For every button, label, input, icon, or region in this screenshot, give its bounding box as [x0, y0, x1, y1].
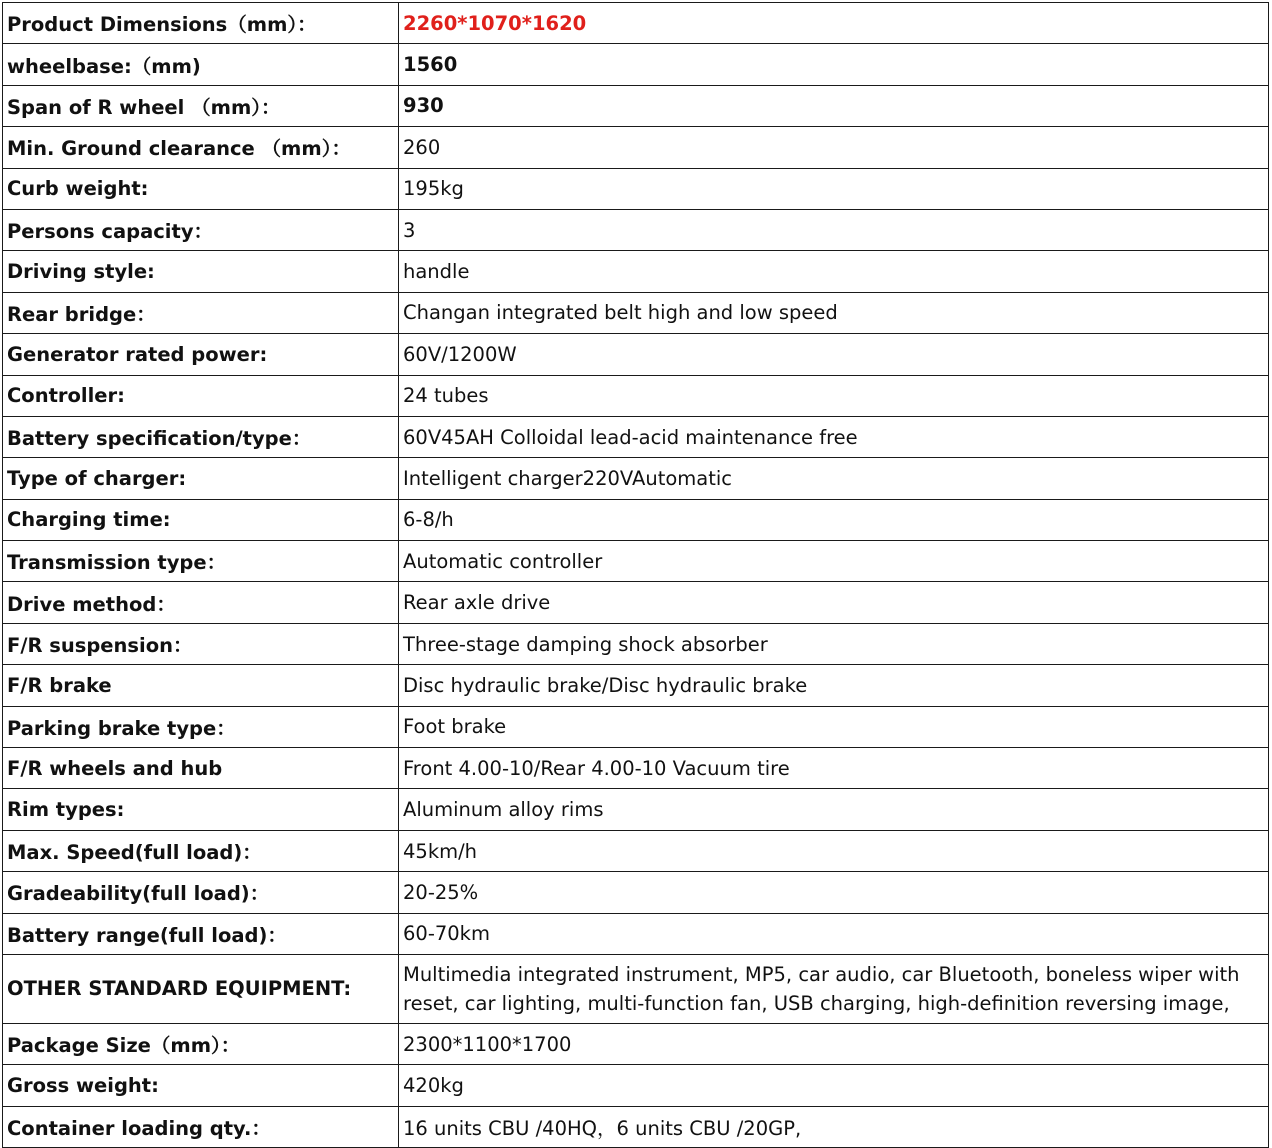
spec-value: 1560 — [399, 44, 1269, 85]
spec-row — [3, 872, 1269, 913]
spec-label: Transmission type： — [3, 541, 399, 582]
spec-row — [3, 168, 1269, 209]
spec-label: Gradeability(full load)： — [3, 872, 399, 913]
spec-value: Front 4.00-10/Rear 4.00-10 Vacuum tire — [399, 748, 1269, 789]
spec-label: Gross weight: — [3, 1065, 399, 1106]
spec-label: Drive method： — [3, 582, 399, 623]
spec-label: OTHER STANDARD EQUIPMENT: — [3, 954, 399, 1023]
spec-value: Three-stage damping shock absorber — [399, 623, 1269, 664]
spec-row — [3, 292, 1269, 333]
spec-row — [3, 623, 1269, 664]
spec-label: Parking brake type： — [3, 706, 399, 747]
spec-label: F/R suspension： — [3, 623, 399, 664]
spec-label: Persons capacity： — [3, 209, 399, 250]
spec-value: 195kg — [399, 168, 1269, 209]
spec-value: Automatic controller — [399, 541, 1269, 582]
spec-row — [3, 830, 1269, 871]
spec-row — [3, 458, 1269, 499]
spec-row — [3, 127, 1269, 168]
spec-row — [3, 1023, 1269, 1064]
spec-value: Aluminum alloy rims — [399, 789, 1269, 830]
spec-label: Driving style: — [3, 251, 399, 292]
spec-value: 2300*1100*1700 — [399, 1023, 1269, 1064]
spec-row — [3, 209, 1269, 250]
spec-value: 260 — [399, 127, 1269, 168]
spec-label: Max. Speed(full load)： — [3, 830, 399, 871]
spec-value: 420kg — [399, 1065, 1269, 1106]
spec-row — [3, 913, 1269, 954]
spec-value: Multimedia integrated instrument, MP5, car audio, car Bluetooth, boneless wiper with reset, car lighting, multi-function fan, USB charging, high-definition reversing image, — [399, 954, 1269, 1023]
spec-value: 20-25% — [399, 872, 1269, 913]
spec-label: Battery specification/type： — [3, 416, 399, 457]
spec-value: Disc hydraulic brake/Disc hydraulic brake — [399, 665, 1269, 706]
spec-row — [3, 1065, 1269, 1106]
spec-label: Charging time: — [3, 499, 399, 540]
spec-value: handle — [399, 251, 1269, 292]
spec-value: 16 units CBU /40HQ，6 units CBU /20GP, — [399, 1106, 1269, 1147]
spec-value: 930 — [399, 85, 1269, 126]
spec-label: F/R brake — [3, 665, 399, 706]
spec-value: 45km/h — [399, 830, 1269, 871]
spec-value: Changan integrated belt high and low speed — [399, 292, 1269, 333]
spec-row — [3, 582, 1269, 623]
spec-row — [3, 334, 1269, 375]
spec-value: 6-8/h — [399, 499, 1269, 540]
spec-label: Container loading qty.： — [3, 1106, 399, 1147]
spec-value: Rear axle drive — [399, 582, 1269, 623]
spec-label: Battery range(full load)： — [3, 913, 399, 954]
spec-label: Min. Ground clearance （mm）： — [3, 127, 399, 168]
spec-label: wheelbase:（mm) — [3, 44, 399, 85]
spec-value: Foot brake — [399, 706, 1269, 747]
spec-label: F/R wheels and hub — [3, 748, 399, 789]
spec-row — [3, 1106, 1269, 1147]
spec-table — [2, 2, 1269, 1148]
spec-row — [3, 44, 1269, 85]
spec-value: 2260*1070*1620 — [399, 3, 1269, 44]
spec-row — [3, 85, 1269, 126]
spec-table-body — [3, 3, 1269, 1148]
spec-row — [3, 748, 1269, 789]
spec-value: 60V/1200W — [399, 334, 1269, 375]
spec-row — [3, 706, 1269, 747]
spec-label: Package Size（mm）： — [3, 1023, 399, 1064]
spec-label: Generator rated power: — [3, 334, 399, 375]
spec-label: Curb weight: — [3, 168, 399, 209]
spec-row — [3, 665, 1269, 706]
spec-label: Rim types: — [3, 789, 399, 830]
spec-row — [3, 416, 1269, 457]
spec-label: Span of R wheel （mm）： — [3, 85, 399, 126]
spec-row — [3, 954, 1269, 1023]
spec-value: 60V45AH Colloidal lead-acid maintenance free — [399, 416, 1269, 457]
spec-row — [3, 3, 1269, 44]
spec-value: 3 — [399, 209, 1269, 250]
spec-row — [3, 251, 1269, 292]
spec-value: Intelligent charger220VAutomatic — [399, 458, 1269, 499]
spec-label: Product Dimensions（mm）： — [3, 3, 399, 44]
spec-label: Rear bridge： — [3, 292, 399, 333]
spec-label: Type of charger: — [3, 458, 399, 499]
spec-label: Controller: — [3, 375, 399, 416]
spec-value: 60-70km — [399, 913, 1269, 954]
spec-value: 24 tubes — [399, 375, 1269, 416]
spec-row — [3, 375, 1269, 416]
spec-row — [3, 541, 1269, 582]
spec-row — [3, 499, 1269, 540]
spec-row — [3, 789, 1269, 830]
